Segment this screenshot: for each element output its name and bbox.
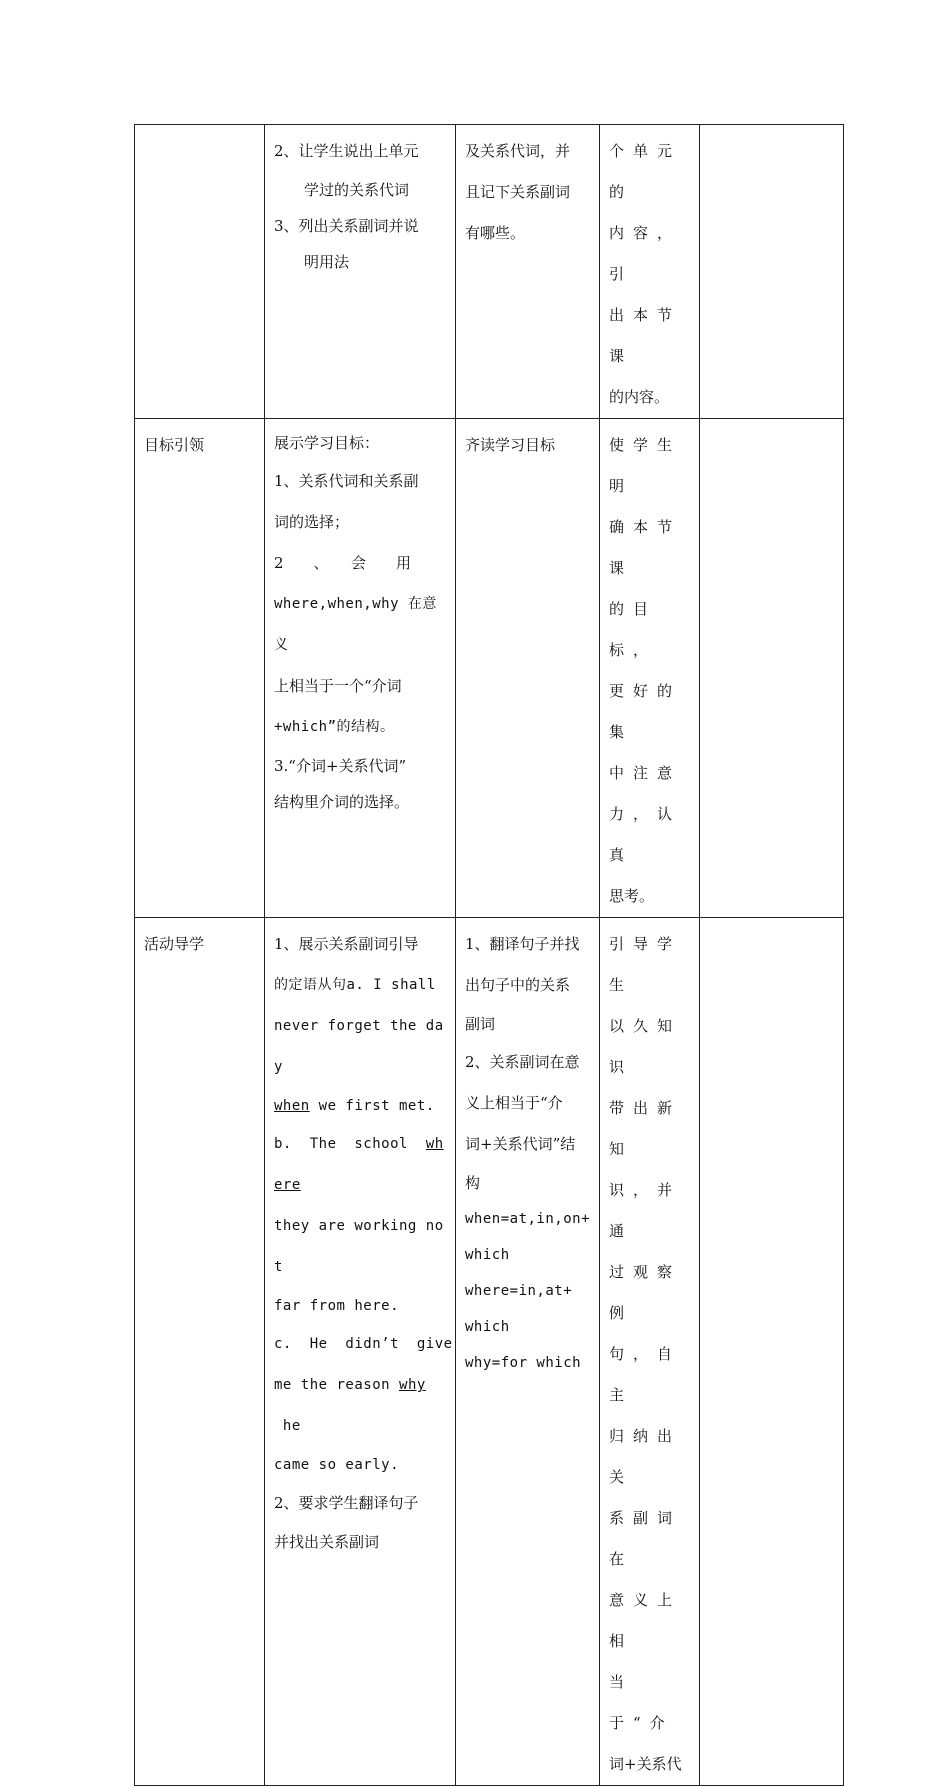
notes-cell bbox=[700, 125, 844, 419]
stage-cell: 目标引领 bbox=[135, 419, 265, 918]
notes-cell bbox=[700, 419, 844, 918]
teacher-activity-cell: 1、展示关系副词引导 的定语从句a. I shall never forget the day when we first met. b. The school where they are working not far from here. c. He didn’t give me the reason why he came so early. 2、要求学生翻译句子 并找出关系副词 bbox=[265, 918, 456, 1786]
lesson-plan-table bbox=[134, 124, 844, 1786]
table-row bbox=[135, 419, 844, 918]
table-row bbox=[135, 918, 844, 1786]
table-row bbox=[135, 125, 844, 419]
student-activity-cell: 齐读学习目标 bbox=[456, 419, 600, 918]
teacher-activity-cell: 2、让学生说出上单元 学过的关系代词 3、列出关系副词并说 明用法 bbox=[265, 125, 456, 419]
stage-cell bbox=[135, 125, 265, 419]
teacher-activity-cell: 展示学习目标： 1、关系代词和关系副 词的选择； 2 、 会 用 where,when,why 在意义 上相当于一个“介词 +which”的结构。 3.“介词+关系代词” 结构里介词的选择。 bbox=[265, 419, 456, 918]
design-purpose-cell: 个单元的 内容，引 出本节课 的内容。 bbox=[600, 125, 700, 419]
design-purpose-cell: 引导学生 以久知识 带出新知 识，并通 过观察例 句，自主 归纳出关 系副词在 意义上相 当于“介 词+关系代 bbox=[600, 918, 700, 1786]
design-purpose-cell: 使学生明 确本节课 的目标， 更好的集 中注意 力，认真 思考。 bbox=[600, 419, 700, 918]
notes-cell bbox=[700, 918, 844, 1786]
student-activity-cell: 及关系代词，并 且记下关系副词 有哪些。 bbox=[456, 125, 600, 419]
stage-cell: 活动导学 bbox=[135, 918, 265, 1786]
student-activity-cell: 1、翻译句子并找 出句子中的关系 副词 2、关系副词在意 义上相当于“介 词+关系代词”结 构 when=at,in,on+ which where=in,at+ which why=for which bbox=[456, 918, 600, 1786]
